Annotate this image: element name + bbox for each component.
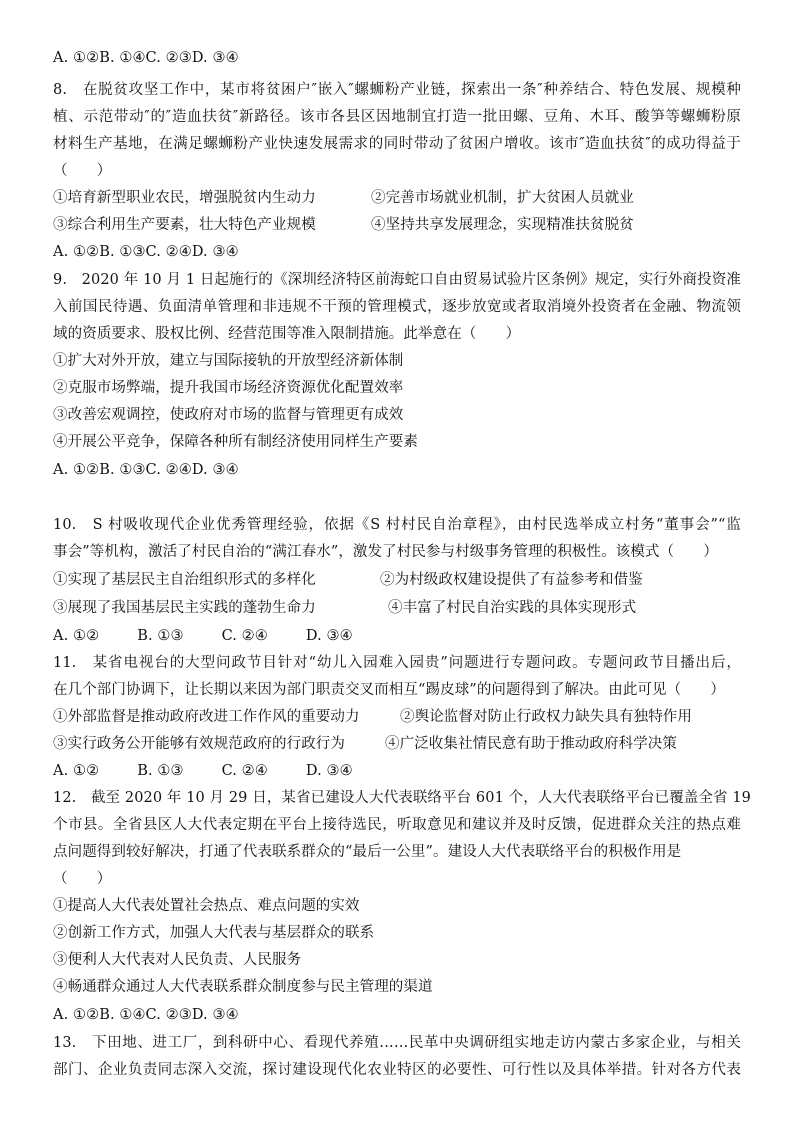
q9-statement-3: ③改善宏观调控，使政府对市场的监督与管理更有成效: [53, 407, 404, 423]
q12-statement-1: ①提高人大代表处置社会热点、难点问题的实效: [53, 898, 360, 914]
q12-statement-4: ④畅通群众通过人大代表联系群众制度参与民主管理的渠道: [53, 979, 433, 995]
q11-answer-c: C. ②④: [221, 763, 268, 779]
q8-answer-options: A. ①②B. ①③C. ②④D. ③④: [53, 244, 239, 260]
q8-stem-line: 8. 在脱贫攻坚工作中，某市将贫困户″嵌入″螺蛳粉产业链，探索出一条″种养结合、特色发展、规模种: [53, 82, 741, 98]
q12-stem-line: 点问题得到较好解决，打通了代表联系群众的“最后一公里”。建设人大代表联络平台的积极作用是: [53, 844, 682, 860]
q13-stem-line: 部门、企业负责同志深入交流，探讨建设现代化农业特区的必要性、可行性以及具体举措。针对各方代表: [53, 1062, 741, 1078]
q11-statement-4: ④广泛收集社情民意有助于推动政府科学决策: [385, 736, 677, 752]
q11-statement-row: [53, 707, 741, 727]
q13-stem-line: 13. 下田地、进工厂，到科研中心、看现代养殖……民革中央调研组实地走访内蒙古多家企业，与相关: [53, 1035, 741, 1051]
q9-statement-2: ②克服市场弊端，提升我国市场经济资源优化配置效率: [53, 380, 404, 396]
q11-stem-line: 11. 某省电视台的大型问政节目针对“幼儿入园难入园贵”问题进行专题问政。专题问政节目播出后，: [53, 655, 741, 671]
q9-stem-line: 9. 2020 年 10 月 1 日起施行的《深圳经济特区前海蛇口自由贸易试验片区条例》规定，实行外商投资准: [53, 272, 741, 288]
q12-statement-2: ②创新工作方式，加强人大代表与基层群众的联系: [53, 925, 375, 941]
q11-stem-line: 在几个部门协调下，让长期以来因为部门职责交叉而相互“踢皮球”的问题得到了解决。由此可见（ ）: [53, 682, 726, 698]
q10-statement-row: [53, 598, 741, 618]
q10-statement-1: ①实现了基层民主自治组织形式的多样化: [53, 572, 316, 588]
q12-stem-line: 个市县。全省县区人大代表定期在平台上接待选民，听取意见和建议并及时反馈，促进群众关注的热点难: [53, 817, 741, 833]
q10-answer-c: C. ②④: [221, 628, 268, 644]
q11-answer-b: B. ①③: [137, 763, 184, 779]
q8-statement-4: ④坚持共享发展理念，实现精准扶贫脱贫: [371, 217, 634, 233]
q11-answer-a: A. ①②: [53, 763, 100, 779]
q8-stem-line: 植、示范带动″的″造血扶贫″新路径。该市各县区因地制宜打造一批田螺、豆角、木耳、酸笋等螺蛳粉原: [53, 109, 741, 125]
q9-answer-options: A. ①②B. ①③C. ②④D. ③④: [53, 462, 239, 478]
q10-answer-d: D. ③④: [305, 628, 353, 644]
q11-statement-3: ③实行政务公开能够有效规范政府的行政行为: [53, 736, 345, 752]
q10-answer-b: B. ①③: [137, 628, 184, 644]
q8-stem-line: 材料生产基地，在满足螺蛳粉产业快速发展需求的同时带动了贫困户增收。该市″造血扶贫″的成功得益于: [53, 136, 741, 152]
q9-statement-1: ①扩大对外开放，建立与国际接轨的开放型经济新体制: [53, 353, 404, 369]
q11-statement-2: ②舆论监督对防止行政权力缺失具有独特作用: [400, 709, 692, 725]
q8-statement-row: [53, 215, 741, 235]
q7-answer-options: A. ①②B. ①④C. ②③D. ③④: [53, 50, 239, 66]
q10-stem-line: 事会”等机构，激活了村民自治的“满江春水”，激发了村民参与村级事务管理的积极性。该模式（ ）: [53, 544, 718, 560]
q12-statement-3: ③便利人大代表对人民负责、人民服务: [53, 952, 302, 968]
q8-statement-1: ①培育新型职业农民，增强脱贫内生动力: [53, 190, 316, 206]
q12-stem-line: 12. 截至 2020 年 10 月 29 日，某省已建设人大代表联络平台 601 个，人大代表联络平台已覆盖全省 19: [53, 790, 751, 806]
q10-answer-a: A. ①②: [53, 628, 100, 644]
q11-statement-1: ①外部监督是推动政府改进工作作风的重要动力: [53, 709, 360, 725]
q12-stem-line: （ ）: [53, 871, 112, 887]
q12-answer-options: A. ①②B. ①④C. ②③D. ③④: [53, 1007, 239, 1023]
q8-statement-row: [53, 188, 741, 208]
q9-statement-4: ④开展公平竞争，保障各种所有制经济使用同样生产要素: [53, 434, 418, 450]
q10-answer-options: [53, 626, 741, 646]
q10-statement-row: [53, 570, 741, 590]
q10-statement-2: ②为村级政权建设提供了有益参考和借鉴: [380, 572, 643, 588]
q10-statement-4: ④丰富了村民自治实践的具体实现形式: [388, 600, 637, 616]
q11-answer-options: [53, 761, 741, 781]
q8-statement-3: ③综合利用生产要素，壮大特色产业规模: [53, 217, 316, 233]
q9-stem-line: 域的资质要求、股权比例、经营范围等准入限制措施。此举意在（ ）: [53, 326, 521, 342]
q8-stem-line: （ ）: [53, 163, 112, 179]
q9-stem-line: 入前国民待遇、负面清单管理和非违规不干预的管理模式，逐步放宽或者取消境外投资者在金融、物流领: [53, 299, 741, 315]
q10-stem-line: 10. S 村吸收现代企业优秀管理经验，依据《S 村村民自治章程》，由村民选举成立村务“董事会”“监: [53, 517, 741, 533]
q11-statement-row: [53, 734, 741, 754]
q8-statement-2: ②完善市场就业机制，扩大贫困人员就业: [371, 190, 634, 206]
q10-statement-3: ③展现了我国基层民主实践的蓬勃生命力: [53, 600, 316, 616]
q11-answer-d: D. ③④: [305, 763, 353, 779]
